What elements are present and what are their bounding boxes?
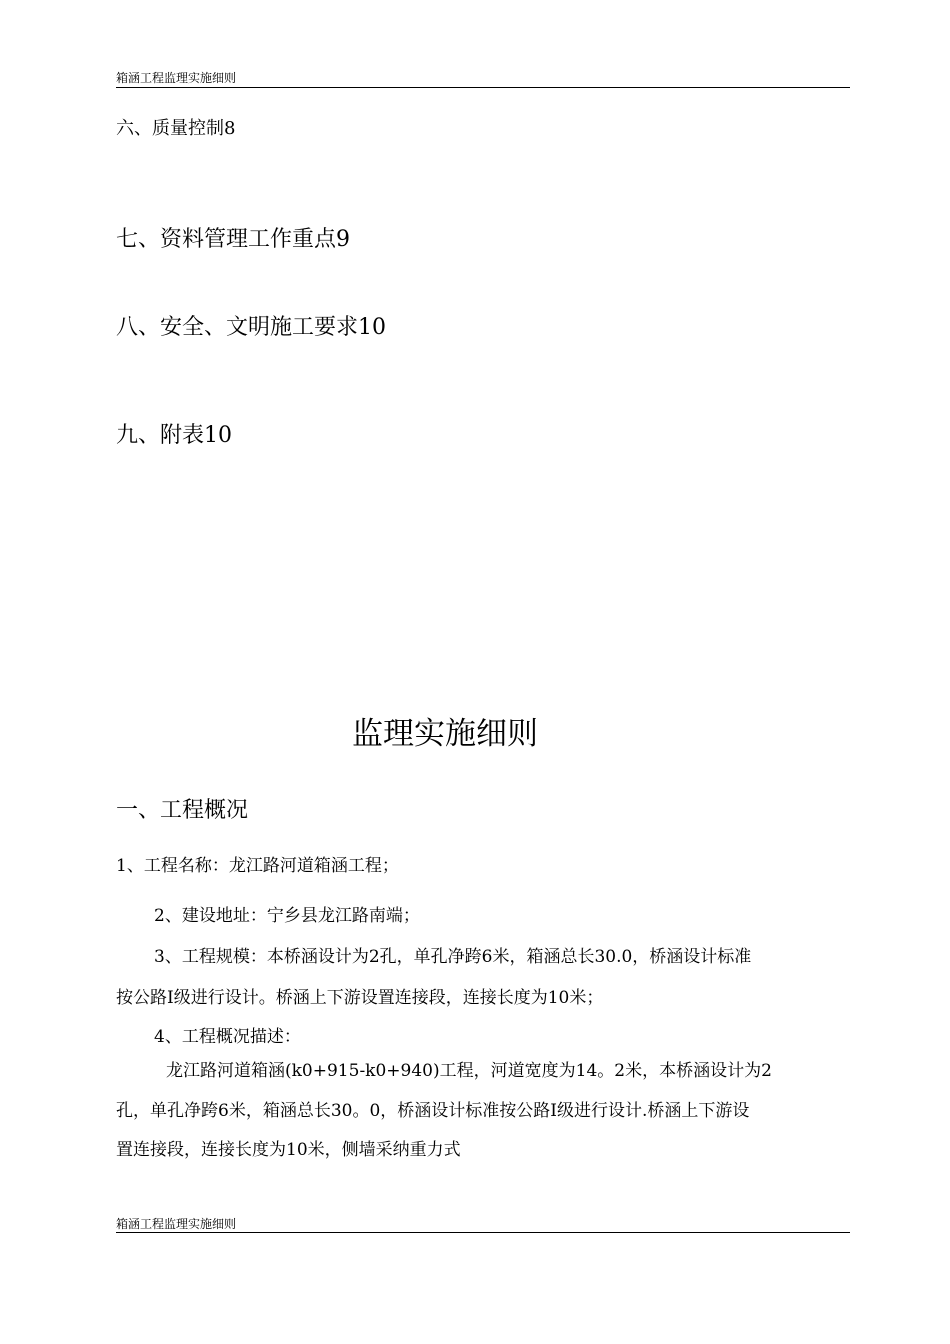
toc-entry-quality-control: 六、质量控制8 (116, 118, 236, 139)
toc-entry-safety: 八、安全、文明施工要求10 (116, 315, 386, 340)
footer-divider (116, 1232, 850, 1233)
project-name-item: 1、工程名称：龙江路河道箱涵工程； (116, 856, 399, 876)
toc-entry-appendix: 九、附表10 (116, 423, 232, 448)
project-description-line-1: 龙江路河道箱涵(k0+915-k0+940)工程，河道宽度为14。2米，本桥涵设计为2 (166, 1061, 772, 1081)
page-footer-title: 箱涵工程监理实施细则 (116, 1217, 237, 1231)
section-heading-overview: 一、工程概况 (116, 798, 249, 823)
site-address-item: 2、建设地址：宁乡县龙江路南端； (154, 906, 420, 926)
project-scale-line-2: 按公路Ⅰ级进行设计。桥涵上下游设置连接段，连接长度为10米； (116, 988, 604, 1008)
project-scale-line-1: 3、工程规模：本桥涵设计为2孔，单孔净跨6米，箱涵总长30.0，桥涵设计标准 (154, 947, 752, 967)
toc-entry-documentation: 七、资料管理工作重点9 (116, 227, 350, 252)
document-title: 监理实施细则 (352, 716, 538, 752)
project-description-heading: 4、工程概况描述： (154, 1027, 301, 1047)
page-header-title: 箱涵工程监理实施细则 (116, 71, 237, 85)
header-divider (116, 87, 850, 88)
project-description-line-3: 置连接段，连接长度为10米，侧墙采纳重力式 (116, 1140, 461, 1160)
project-description-line-2: 孔，单孔净跨6米，箱涵总长30。0，桥涵设计标准按公路Ⅰ级进行设计.桥涵上下游设 (116, 1101, 750, 1121)
